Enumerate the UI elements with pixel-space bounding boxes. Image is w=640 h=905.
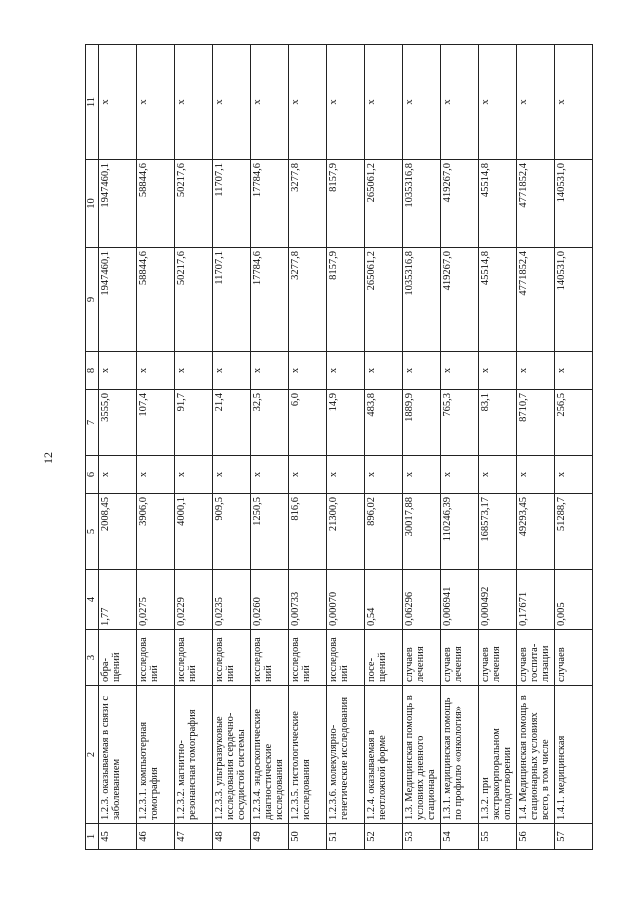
column-header: 2: [86, 686, 99, 824]
page-number: 12: [41, 452, 55, 464]
marker-cell: х: [555, 352, 593, 390]
value-cell: 8157,9: [327, 248, 365, 352]
value-cell: 140531,0: [555, 248, 593, 352]
row-number-cell: 45: [99, 824, 137, 850]
marker-cell: х: [327, 456, 365, 494]
value-cell: 11707,1: [213, 248, 251, 352]
table-row: [327, 45, 365, 850]
value-cell: 1250,5: [251, 494, 289, 570]
marker-cell: х: [99, 352, 137, 390]
unit-cell: случаев: [555, 630, 593, 686]
value-cell: 21,4: [213, 390, 251, 456]
marker-cell: х: [403, 352, 441, 390]
value-cell: 4771852,4: [517, 160, 555, 248]
table-row: [137, 45, 175, 850]
row-number-cell: 46: [137, 824, 175, 850]
unit-cell: случаев лечения: [479, 630, 517, 686]
row-number-cell: 52: [365, 824, 403, 850]
value-cell: 0,00070: [327, 570, 365, 630]
value-cell: 8157,9: [327, 160, 365, 248]
value-cell: 765,3: [441, 390, 479, 456]
column-header: 11: [86, 45, 99, 160]
marker-cell: х: [441, 45, 479, 160]
description-cell: 1.2.4. оказываемая в неотложной форме: [365, 686, 403, 824]
row-number-cell: 55: [479, 824, 517, 850]
marker-cell: х: [555, 45, 593, 160]
value-cell: 32,5: [251, 390, 289, 456]
column-header: 8: [86, 352, 99, 390]
unit-cell: исследова ний: [251, 630, 289, 686]
marker-cell: х: [365, 456, 403, 494]
value-cell: 30017,88: [403, 494, 441, 570]
description-cell: 1.2.3.5. гистологические исследования: [289, 686, 327, 824]
value-cell: 45514,8: [479, 248, 517, 352]
description-cell: 1.2.3.2. магнитно-резонансная томография: [175, 686, 213, 824]
description-cell: 1.4.1. медицинская: [555, 686, 593, 824]
description-cell: 1.3. Медицинская помощь в условиях дневного стационара: [403, 686, 441, 824]
value-cell: 265061,2: [365, 160, 403, 248]
column-header: 10: [86, 160, 99, 248]
marker-cell: х: [99, 456, 137, 494]
marker-cell: х: [289, 352, 327, 390]
marker-cell: х: [365, 352, 403, 390]
value-cell: 0,06296: [403, 570, 441, 630]
marker-cell: х: [213, 45, 251, 160]
marker-cell: х: [327, 352, 365, 390]
unit-cell: случаев лечения: [403, 630, 441, 686]
marker-cell: х: [441, 456, 479, 494]
value-cell: 1035316,8: [403, 248, 441, 352]
table-row: [479, 45, 517, 850]
value-cell: 3277,8: [289, 160, 327, 248]
row-number-cell: 54: [441, 824, 479, 850]
unit-cell: обра-щений: [99, 630, 137, 686]
value-cell: 6,0: [289, 390, 327, 456]
value-cell: 49293,45: [517, 494, 555, 570]
row-number-cell: 57: [555, 824, 593, 850]
column-header: 3: [86, 630, 99, 686]
marker-cell: х: [213, 352, 251, 390]
value-cell: 0,005: [555, 570, 593, 630]
value-cell: 1947460,1: [99, 248, 137, 352]
row-number-cell: 47: [175, 824, 213, 850]
rotated-table-container: [85, 45, 605, 850]
row-number-cell: 53: [403, 824, 441, 850]
marker-cell: х: [479, 352, 517, 390]
value-cell: 50217,6: [175, 248, 213, 352]
row-number-cell: 51: [327, 824, 365, 850]
value-cell: 256,5: [555, 390, 593, 456]
description-cell: 1.2.3. оказываемая в связи с заболеванием: [99, 686, 137, 824]
unit-cell: исследова ний: [213, 630, 251, 686]
marker-cell: х: [327, 45, 365, 160]
unit-cell: исследова ний: [137, 630, 175, 686]
value-cell: 168573,17: [479, 494, 517, 570]
table-row: [289, 45, 327, 850]
row-number-cell: 50: [289, 824, 327, 850]
marker-cell: х: [251, 456, 289, 494]
value-cell: 483,8: [365, 390, 403, 456]
description-cell: 1.2.3.4. эндоскопические диагностические исследования: [251, 686, 289, 824]
value-cell: 17784,6: [251, 248, 289, 352]
marker-cell: х: [289, 45, 327, 160]
value-cell: 21300,0: [327, 494, 365, 570]
marker-cell: х: [137, 45, 175, 160]
value-cell: 816,6: [289, 494, 327, 570]
value-cell: 0,00733: [289, 570, 327, 630]
table-body: [99, 45, 593, 850]
marker-cell: х: [517, 456, 555, 494]
marker-cell: х: [517, 45, 555, 160]
description-cell: 1.2.3.1. компьютерная томография: [137, 686, 175, 824]
table-row: [365, 45, 403, 850]
value-cell: 110246,39: [441, 494, 479, 570]
value-cell: 107,4: [137, 390, 175, 456]
marker-cell: х: [175, 352, 213, 390]
value-cell: 51288,7: [555, 494, 593, 570]
column-header: 4: [86, 570, 99, 630]
value-cell: 58844,6: [137, 160, 175, 248]
row-number-cell: 49: [251, 824, 289, 850]
column-header: 6: [86, 456, 99, 494]
value-cell: 4771852,4: [517, 248, 555, 352]
table-row: [441, 45, 479, 850]
value-cell: 1889,9: [403, 390, 441, 456]
unit-cell: посе-щений: [365, 630, 403, 686]
value-cell: 3555,0: [99, 390, 137, 456]
value-cell: 17784,6: [251, 160, 289, 248]
unit-cell: случаев лечения: [441, 630, 479, 686]
value-cell: 14,9: [327, 390, 365, 456]
marker-cell: х: [441, 352, 479, 390]
table-row: [213, 45, 251, 850]
unit-cell: исследова ний: [327, 630, 365, 686]
marker-cell: х: [137, 352, 175, 390]
value-cell: 45514,8: [479, 160, 517, 248]
marker-cell: х: [175, 456, 213, 494]
marker-cell: х: [403, 45, 441, 160]
description-cell: 1.3.2. при экстракорпоральном оплодотворении: [479, 686, 517, 824]
marker-cell: х: [137, 456, 175, 494]
marker-cell: х: [175, 45, 213, 160]
value-cell: 1,77: [99, 570, 137, 630]
description-cell: 1.3.1. медицинская помощь по профилю «онкология»: [441, 686, 479, 824]
value-cell: 8710,7: [517, 390, 555, 456]
table-row: [175, 45, 213, 850]
marker-cell: х: [99, 45, 137, 160]
value-cell: 265061,2: [365, 248, 403, 352]
table-header-row: [86, 45, 99, 850]
value-cell: 0,0229: [175, 570, 213, 630]
marker-cell: х: [289, 456, 327, 494]
value-cell: 83,1: [479, 390, 517, 456]
marker-cell: х: [479, 45, 517, 160]
unit-cell: исследова ний: [289, 630, 327, 686]
value-cell: 0,54: [365, 570, 403, 630]
marker-cell: х: [365, 45, 403, 160]
value-cell: 0,0275: [137, 570, 175, 630]
value-cell: 140531,0: [555, 160, 593, 248]
column-header: 9: [86, 248, 99, 352]
value-cell: 58844,6: [137, 248, 175, 352]
value-cell: 91,7: [175, 390, 213, 456]
value-cell: 0,0260: [251, 570, 289, 630]
column-header: 7: [86, 390, 99, 456]
table-row: [403, 45, 441, 850]
value-cell: 11707,1: [213, 160, 251, 248]
row-number-cell: 48: [213, 824, 251, 850]
description-cell: 1.4. Медицинская помощь в стационарных условиях всего, в том числе: [517, 686, 555, 824]
value-cell: 0,006941: [441, 570, 479, 630]
table-row: [517, 45, 555, 850]
description-cell: 1.2.3.6. молекулярно-генетические исследования: [327, 686, 365, 824]
marker-cell: х: [213, 456, 251, 494]
value-cell: 419267,0: [441, 248, 479, 352]
value-cell: 1035316,8: [403, 160, 441, 248]
data-table: [85, 44, 593, 850]
marker-cell: х: [251, 352, 289, 390]
row-number-cell: 56: [517, 824, 555, 850]
value-cell: 909,5: [213, 494, 251, 570]
table-row: [555, 45, 593, 850]
unit-cell: случаев госпита-лизации: [517, 630, 555, 686]
unit-cell: исследова ний: [175, 630, 213, 686]
value-cell: 0,000492: [479, 570, 517, 630]
value-cell: 4000,1: [175, 494, 213, 570]
value-cell: 50217,6: [175, 160, 213, 248]
description-cell: 1.2.3.3. ультразвуковые исследования сердечно-сосудистой системы: [213, 686, 251, 824]
value-cell: 3906,0: [137, 494, 175, 570]
marker-cell: х: [517, 352, 555, 390]
value-cell: 0,0235: [213, 570, 251, 630]
marker-cell: х: [555, 456, 593, 494]
value-cell: 419267,0: [441, 160, 479, 248]
column-header: 5: [86, 494, 99, 570]
column-header: 1: [86, 824, 99, 850]
value-cell: 0,17671: [517, 570, 555, 630]
value-cell: 3277,8: [289, 248, 327, 352]
marker-cell: х: [403, 456, 441, 494]
marker-cell: х: [251, 45, 289, 160]
marker-cell: х: [479, 456, 517, 494]
value-cell: 2008,45: [99, 494, 137, 570]
table-row: [251, 45, 289, 850]
table-row: [99, 45, 137, 850]
value-cell: 1947460,1: [99, 160, 137, 248]
value-cell: 896,02: [365, 494, 403, 570]
